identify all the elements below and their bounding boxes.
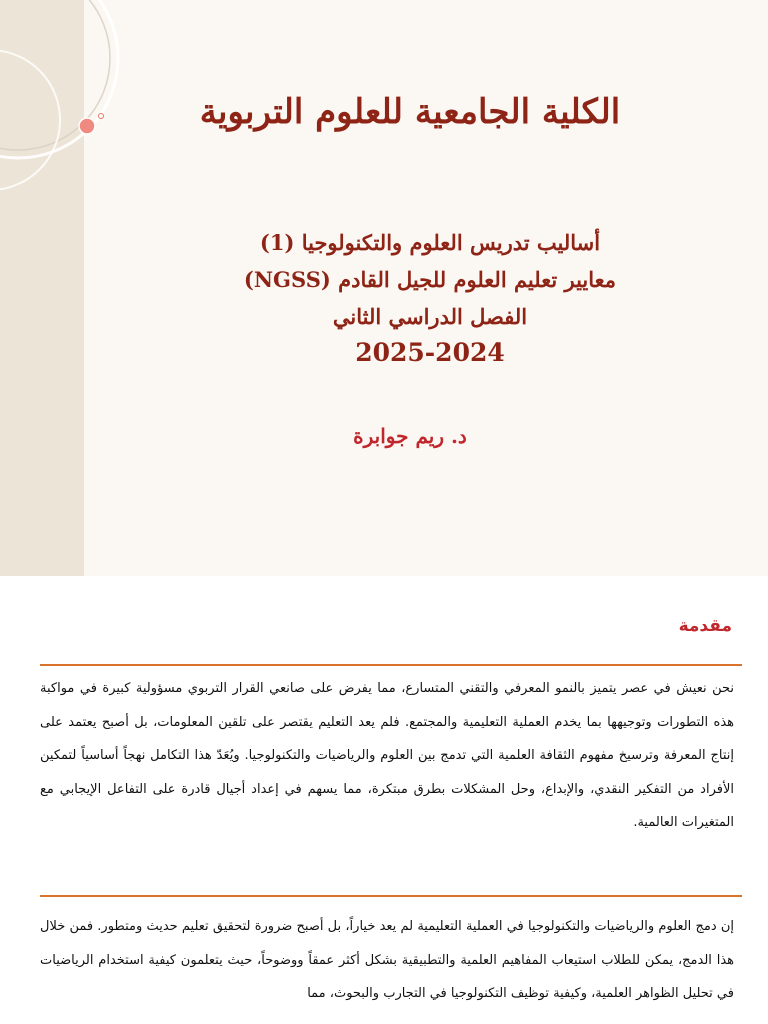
divider-middle — [40, 895, 742, 897]
academic-year: 2025-2024 — [355, 338, 505, 367]
course-info — [130, 224, 730, 371]
course-name: أساليب تدريس العلوم والتكنولوجيا (1) — [259, 230, 601, 255]
author-name: د. ريم جوابرة — [353, 424, 467, 448]
intro-paragraph-2: إن دمج العلوم والرياضيات والتكنولوجيا في العملية التعليمية لم يعد خياراً، بل أصبح ضرورة لتحقيق تعليم حديث ومتطور. فمن خلال هذا الدمج، يمكن للطلاب استيعاب المفاهيم العلمية والتطبيقية بشكل أكثر عمقاً ووضوحاً، حيث يتعلمون كيفية استخدام الرياضيات في تحليل الظواهر العلمية، وكيفية توظيف التكنولوجيا في التجارب والبحوث، مما — [40, 919, 734, 1001]
small-ring — [0, 50, 60, 190]
semester: الفصل الدراسي الثاني — [332, 304, 528, 329]
section-title: مقدمة — [678, 616, 732, 636]
accent-dot — [79, 118, 95, 134]
intro-paragraph-1: نحن نعيش في عصر يتميز بالنمو المعرفي والتقني المتسارع، مما يفرض على صانعي القرار التربوي مسؤولية كبيرة في مواكبة هذه التطورات وتوجيهها بما يخدم العملية التعليمية والمجتمع. فلم يعد التعليم يقتصر على تلقين المعلومات، بل أصبح يعتمد على إنتاج المعرفة وترسيخ مفهوم الثقافة العلمية التي تدمج بين العلوم والرياضيات والتكنولوجيا. ويُعَدّ هذا التكامل نهجاً أساسياً لتمكين الأفراد من التفكير النقدي، والإبداع، وحل المشكلات بطرق مبتكرة، مما يسهم في إعداد أجيال قادرة على التفاعل الإيجابي مع المتغيرات العالمية. — [40, 681, 734, 830]
intro-page — [0, 576, 768, 1024]
topic-name: معايير تعليم العلوم للجيل القادم (NGSS) — [243, 267, 617, 292]
divider-top — [40, 664, 742, 666]
college-title: الكلية الجامعية للعلوم التربوية — [199, 92, 621, 132]
